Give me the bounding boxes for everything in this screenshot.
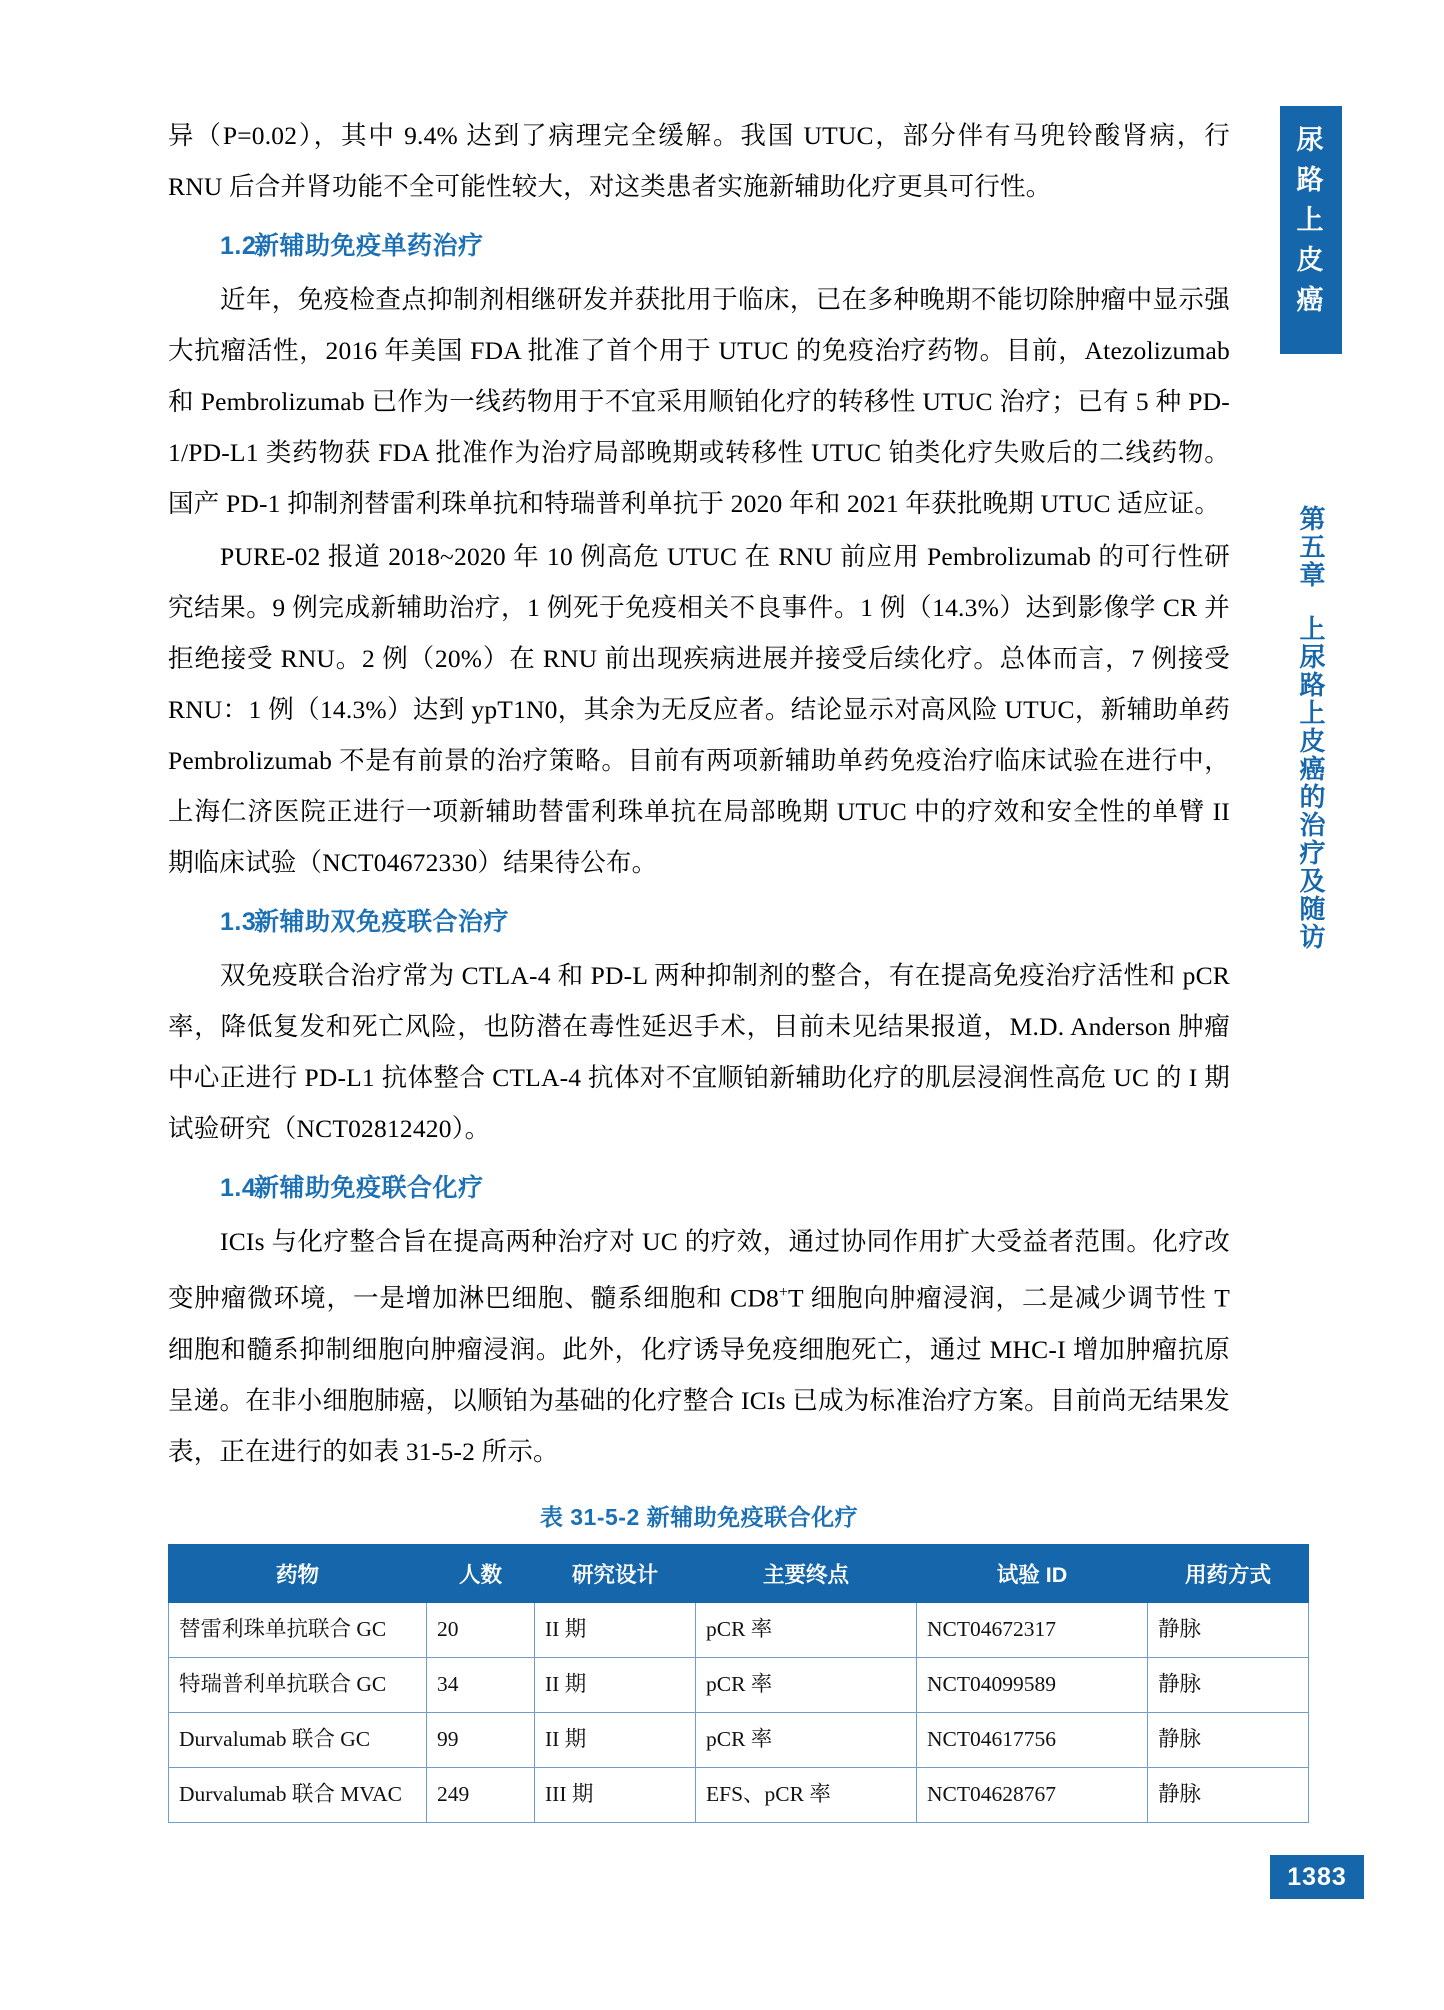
cell-route: 静脉 (1148, 1602, 1309, 1657)
col-header-design: 研究设计 (535, 1544, 696, 1602)
cell-design: III 期 (535, 1767, 696, 1822)
cell-drug: 替雷利珠单抗联合 GC (169, 1602, 427, 1657)
side-tab-char-2: 路 (1296, 165, 1326, 195)
table-row (169, 1602, 1309, 1657)
paragraph-continuation: 异（P=0.02），其中 9.4% 达到了病理完全缓解。我国 UTUC，部分伴有马兜铃酸肾病，行 RNU 后合并肾功能不全可能性较大，对这类患者实施新辅助化疗更具可行性。 (168, 121, 1230, 201)
table-row (169, 1712, 1309, 1767)
col-header-endpoint: 主要终点 (696, 1544, 917, 1602)
chapter-number-vertical: 第五章 (1296, 505, 1326, 589)
heading-1-3-number: 1.3 (220, 908, 257, 936)
paragraph-immunochemotherapy-part-a: ICIs 与化疗整合旨在提高两种治疗对 UC 的疗效，通过协同作用扩大受益者范围。化疗改变肿瘤微环境，一是增加淋巴细胞、髓系细胞和 CD8 (168, 1227, 1230, 1313)
cell-drug: Durvalumab 联合 GC (169, 1712, 427, 1767)
heading-1-4-text: 新辅助免疫联合化疗 (254, 1174, 484, 1202)
cell-endpoint: EFS、pCR 率 (696, 1767, 917, 1822)
superscript-plus: + (778, 1284, 788, 1301)
col-header-trial-id: 试验 ID (917, 1544, 1148, 1602)
chapter-label-gap (1278, 589, 1344, 615)
cell-endpoint: pCR 率 (696, 1602, 917, 1657)
chapter-title-vertical: 上尿路上皮癌的治疗及随访 (1296, 615, 1326, 951)
cell-count: 249 (427, 1767, 535, 1822)
main-text-column (168, 110, 1271, 1823)
table-row (169, 1657, 1309, 1712)
cell-route: 静脉 (1148, 1712, 1309, 1767)
side-tab-char-3: 上 (1296, 205, 1326, 235)
side-tab-char-5: 癌 (1296, 285, 1326, 315)
side-tab-char-1: 尿 (1296, 125, 1326, 155)
page-number: 1383 (1270, 1855, 1364, 1899)
cell-count: 99 (427, 1712, 535, 1767)
cell-drug: 特瑞普利单抗联合 GC (169, 1657, 427, 1712)
cell-route: 静脉 (1148, 1657, 1309, 1712)
heading-1-3 (168, 898, 1230, 946)
cell-count: 20 (427, 1602, 535, 1657)
cell-count: 34 (427, 1657, 535, 1712)
heading-1-4 (168, 1164, 1230, 1212)
trials-table (168, 1544, 1309, 1823)
col-header-route: 用药方式 (1148, 1544, 1309, 1602)
cell-trial-id: NCT04617756 (917, 1712, 1148, 1767)
col-header-drug: 药物 (169, 1544, 427, 1602)
cell-design: II 期 (535, 1712, 696, 1767)
heading-1-2-text: 新辅助免疫单药治疗 (254, 232, 484, 260)
cell-design: II 期 (535, 1657, 696, 1712)
heading-1-3-text: 新辅助双免疫联合治疗 (254, 908, 510, 936)
cell-route: 静脉 (1148, 1767, 1309, 1822)
cell-trial-id: NCT04099589 (917, 1657, 1148, 1712)
chapter-label (1278, 505, 1344, 951)
heading-1-2 (168, 222, 1230, 270)
heading-1-4-number: 1.4 (220, 1174, 257, 1202)
paragraph-dual-immunotherapy: 双免疫联合治疗常为 CTLA-4 和 PD-L 两种抑制剂的整合，有在提高免疫治疗活性和 pCR 率，降低复发和死亡风险，也防潜在毒性延迟手术，目前未见结果报道，M.D. Anderson 肿瘤中心正进行 PD-L1 抗体整合 CTLA-4 抗体对不宜顺铂新辅助化疗的肌层浸润性高危 UC 的 I 期试验研究（NCT02812420）。 (168, 961, 1230, 1143)
cell-trial-id: NCT04628767 (917, 1767, 1148, 1822)
cell-drug: Durvalumab 联合 MVAC (169, 1767, 427, 1822)
cell-design: II 期 (535, 1602, 696, 1657)
paragraph-pure02: PURE-02 报道 2018~2020 年 10 例高危 UTUC 在 RNU 前应用 Pembrolizumab 的可行性研究结果。9 例完成新辅助治疗，1 例死于免疫相关不良事件。1 例（14.3%）达到影像学 CR 并拒绝接受 RNU。2 例（20%）在 RNU 前出现疾病进展并接受后续化疗。总体而言，7 例接受 RNU：1 例（14.3%）达到 ypT1N0，其余为无反应者。结论显示对高风险 UTUC，新辅助单药 Pembrolizumab 不是有前景的治疗策略。目前有两项新辅助单药免疫治疗临床试验在进行中，上海仁济医院正进行一项新辅助替雷利珠单抗在局部晚期 UTUC 中的疗效和安全性的单臂 II 期临床试验（NCT04672330）结果待公布。 (168, 542, 1230, 877)
col-header-count: 人数 (427, 1544, 535, 1602)
paragraph-immunotherapy-monotherapy: 近年，免疫检查点抑制剂相继研发并获批用于临床，已在多种晚期不能切除肿瘤中显示强大抗瘤活性，2016 年美国 FDA 批准了首个用于 UTUC 的免疫治疗药物。目前，Atezolizumab 和 Pembrolizumab 已作为一线药物用于不宜采用顺铂化疗的转移性 UTUC 治疗；已有 5 种 PD-1/PD-L1 类药物获 FDA 批准作为治疗局部晚期或转移性 UTUC 铂类化疗失败后的二线药物。国产 PD-1 抑制剂替雷利珠单抗和特瑞普利单抗于 2020 年和 2021 年获批晚期 UTUC 适应证。 (168, 285, 1230, 518)
table-caption: 表 31-5-2 新辅助免疫联合化疗 (539, 1503, 859, 1530)
table-header-row (169, 1544, 1309, 1602)
heading-1-2-number: 1.2 (220, 232, 257, 260)
paragraph-immunochemotherapy (168, 1216, 1230, 1477)
paragraph-immunochemotherapy-part-b: T 细胞向肿瘤浸润，二是减少调节性 T 细胞和髓系抑制细胞向肿瘤浸润。此外，化疗诱导免疫细胞死亡，通过 MHC-I 增加肿瘤抗原呈递。在非小细胞肺癌，以顺铂为基础的化疗整合 ICIs 已成为标准治疗方案。目前尚无结果发表，正在进行的如表 31-5-2 所示。 (168, 1283, 1230, 1466)
side-tab-char-4: 皮 (1296, 245, 1326, 275)
cell-trial-id: NCT04672317 (917, 1602, 1148, 1657)
cell-endpoint: pCR 率 (696, 1712, 917, 1767)
cell-endpoint: pCR 率 (696, 1657, 917, 1712)
table-row (169, 1767, 1309, 1822)
side-tab-title (1280, 106, 1342, 354)
